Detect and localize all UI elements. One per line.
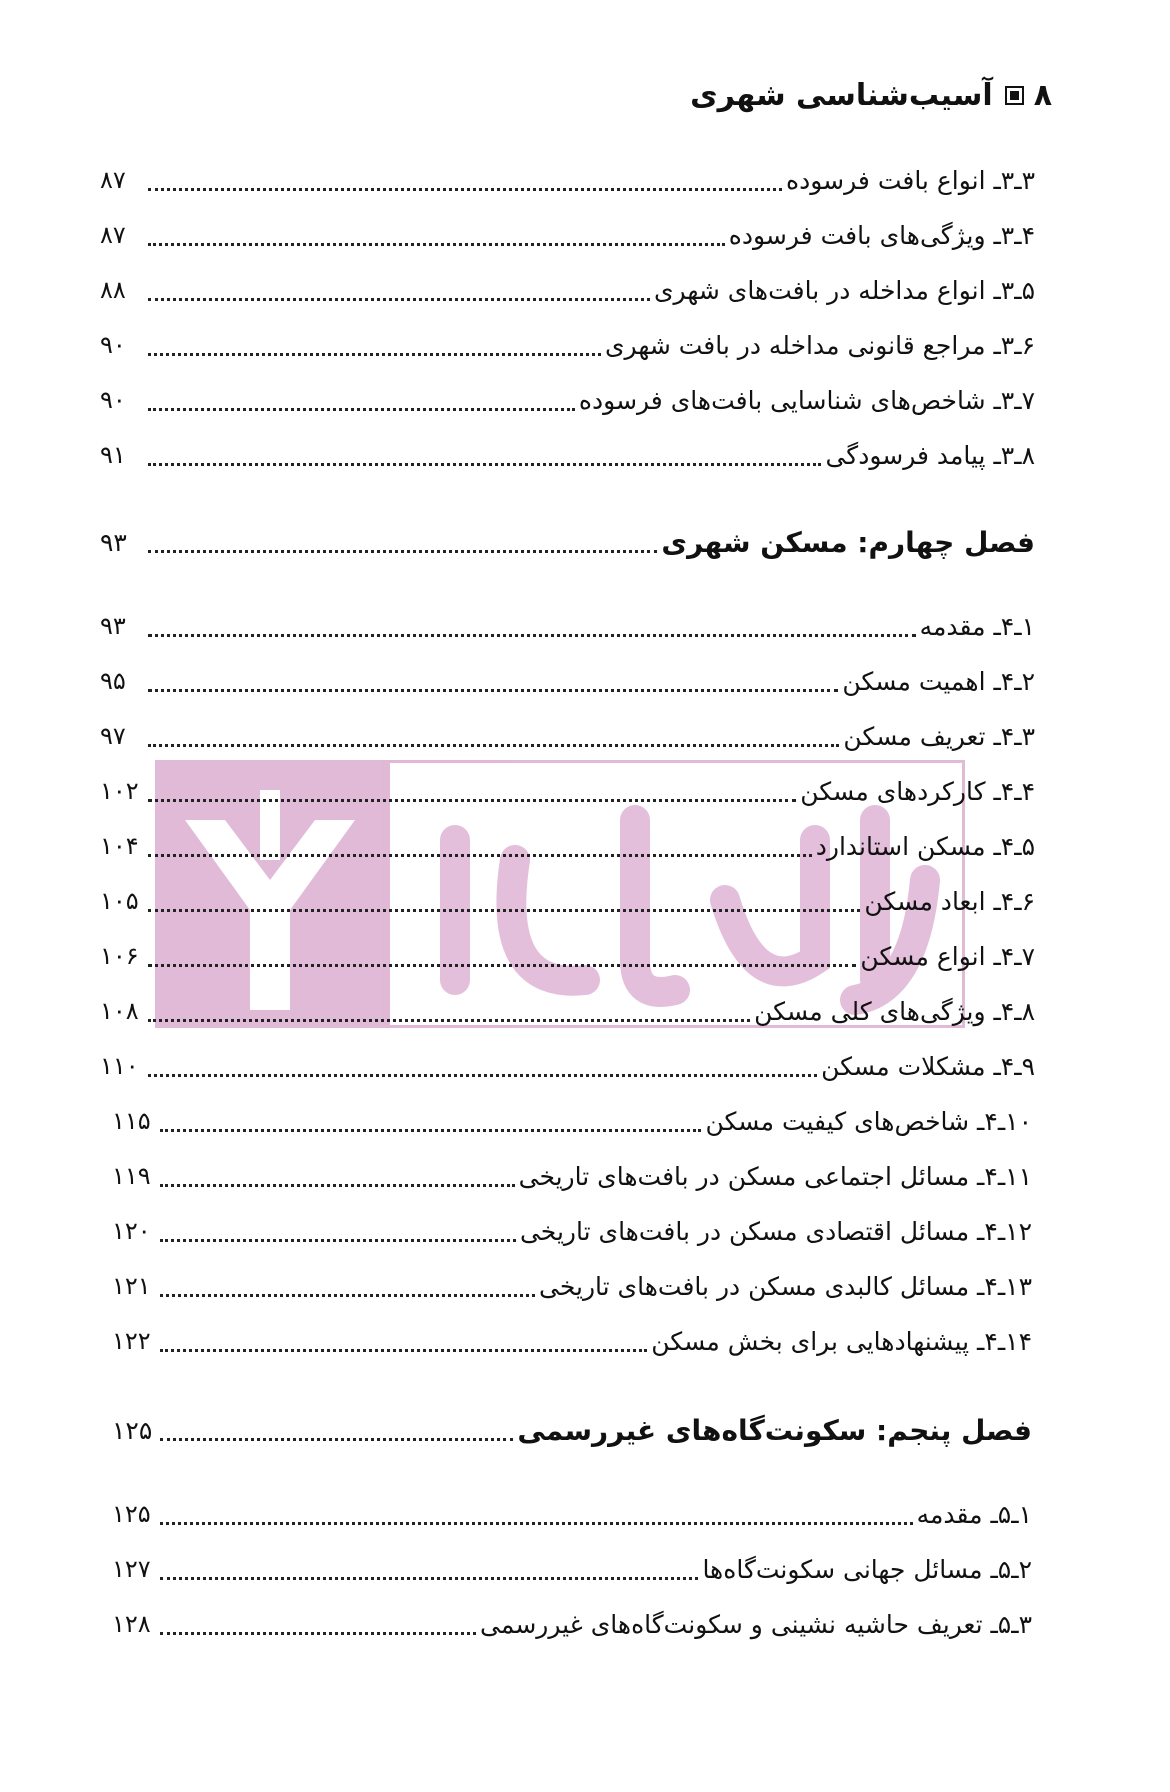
toc-entry-page: ۹۷ [100,722,126,750]
dot-leader [148,799,796,802]
chapter-page: ۱۲۵ [112,1415,153,1445]
toc-chapter-heading[interactable] [112,1410,1032,1450]
book-title: آسیب‌شناسی شهری [690,78,993,113]
toc-entry-page: ۹۱ [100,441,126,469]
toc-entry[interactable] [100,606,1035,646]
toc-entry-page: ۱۲۱ [112,1272,151,1300]
toc-entry-title: ۱۲ـ۴ـ مسائل اقتصادی مسکن در بافت‌های تاریخی [519,1216,1032,1246]
toc-entry[interactable] [112,1549,1032,1589]
toc-entry-title: ۶ـ۳ـ مراجع قانونی مداخله در بافت شهری [604,330,1035,360]
toc-entry-page: ۸۸ [100,276,126,304]
toc-entry-title: ۳ـ۳ـ انواع بافت فرسوده [786,165,1035,195]
toc-entry-title: ۷ـ۴ـ انواع مسکن [860,941,1035,971]
square-bullet-icon [1005,86,1024,105]
toc-chapter-heading[interactable] [100,522,1035,562]
toc-entry-title: ۱۳ـ۴ـ مسائل کالبدی مسکن در بافت‌های تاریخی [539,1271,1032,1301]
dot-leader [148,634,916,637]
dot-leader [148,298,650,301]
dot-leader [148,463,821,466]
toc-entry[interactable] [100,936,1035,976]
toc-entry[interactable] [100,991,1035,1031]
dot-leader [160,1239,516,1242]
dot-leader [148,353,601,356]
toc-entry-page: ۱۲۲ [112,1327,151,1355]
toc-entry-title: ۱۱ـ۴ـ مسائل اجتماعی مسکن در بافت‌های تاریخی [518,1161,1032,1191]
dot-leader [160,1522,913,1525]
toc-entry-title: ۲ـ۵ـ مسائل جهانی سکونت‌گاه‌ها [702,1554,1032,1584]
toc-entry[interactable] [112,1266,1032,1306]
toc-entry-page: ۱۲۵ [112,1500,151,1528]
toc-entry[interactable] [112,1604,1032,1644]
toc-entry-title: ۱۴ـ۴ـ پیشنهادهایی برای بخش مسکن [651,1326,1032,1356]
toc-entry-title: ۶ـ۴ـ ابعاد مسکن [864,886,1035,916]
dot-leader [148,744,839,747]
toc-entry-title: ۹ـ۴ـ مشکلات مسکن [821,1051,1035,1081]
toc-entry-title: ۱ـ۴ـ مقدمه [919,611,1035,641]
toc-entry-page: ۸۷ [100,221,126,249]
dot-leader [160,1294,535,1297]
toc-entry[interactable] [112,1156,1032,1196]
dot-leader [148,1074,817,1077]
toc-entry[interactable] [100,435,1035,475]
toc-entry-title: ۵ـ۴ـ مسکن استاندارد [815,831,1035,861]
toc-entry[interactable] [112,1101,1032,1141]
dot-leader [160,1349,647,1352]
toc-entry-page: ۱۰۸ [100,997,139,1025]
toc-entry-page: ۱۲۸ [112,1610,151,1638]
dot-leader [160,1632,476,1635]
toc-entry[interactable] [100,661,1035,701]
toc-entry[interactable] [100,270,1035,310]
dot-leader [160,1577,698,1580]
toc-entry-title: ۱ـ۵ـ مقدمه [916,1499,1032,1529]
dot-leader [160,1129,701,1132]
toc-entry-page: ۱۰۵ [100,887,139,915]
toc-entry[interactable] [112,1321,1032,1361]
toc-entry[interactable] [100,1046,1035,1086]
toc-entry-title: ۸ـ۴ـ ویژگی‌های کلی مسکن [754,996,1035,1026]
toc-entry[interactable] [112,1211,1032,1251]
dot-leader [148,854,812,857]
toc-entry-page: ۱۰۶ [100,942,139,970]
dot-leader [160,1184,515,1187]
toc-entry-title: ۲ـ۴ـ اهمیت مسکن [842,666,1035,696]
toc-entry-page: ۱۱۵ [112,1107,151,1135]
toc-entry-page: ۹۵ [100,667,126,695]
chapter-page: ۹۳ [100,527,127,557]
chapter-title: فصل چهارم: مسکن شهری [661,525,1035,559]
toc-entry-title: ۱۰ـ۴ـ شاخص‌های کیفیت مسکن [705,1106,1032,1136]
toc-entry-page: ۹۰ [100,386,126,414]
running-header [690,78,1052,113]
dot-leader [148,243,725,246]
toc-entry-title: ۴ـ۳ـ ویژگی‌های بافت فرسوده [728,220,1035,250]
toc-entry[interactable] [100,215,1035,255]
toc-entry-title: ۴ـ۴ـ کارکردهای مسکن [800,776,1035,806]
dot-leader [148,1019,750,1022]
toc-entry-page: ۱۱۰ [100,1052,139,1080]
toc-entry-page: ۱۰۴ [100,832,139,860]
dot-leader [160,1438,513,1441]
toc-entry[interactable] [112,1494,1032,1534]
toc-entry-page: ۱۰۲ [100,777,139,805]
toc-entry[interactable] [100,881,1035,921]
toc-entry[interactable] [100,826,1035,866]
toc-entry[interactable] [100,771,1035,811]
dot-leader [148,964,856,967]
toc-entry-page: ۹۳ [100,612,126,640]
dot-leader [148,909,860,912]
toc-entry-title: ۵ـ۳ـ انواع مداخله در بافت‌های شهری [653,275,1035,305]
chapter-title: فصل پنجم: سکونت‌گاه‌های غیررسمی [517,1413,1032,1447]
toc-entry-title: ۳ـ۵ـ تعریف حاشیه نشینی و سکونت‌گاه‌های غیررسمی [480,1609,1032,1639]
toc-entry[interactable] [100,380,1035,420]
toc-entry[interactable] [100,716,1035,756]
dot-leader [148,188,782,191]
toc-entry-page: ۸۷ [100,166,126,194]
toc-entry[interactable] [100,160,1035,200]
toc-entry[interactable] [100,325,1035,365]
dot-leader [148,550,657,553]
toc-entry-title: ۷ـ۳ـ شاخص‌های شناسایی بافت‌های فرسوده [578,385,1035,415]
dot-leader [148,689,838,692]
toc-entry-title: ۸ـ۳ـ پیامد فرسودگی [825,440,1035,470]
dot-leader [148,408,575,411]
toc-entry-page: ۱۲۷ [112,1555,151,1583]
toc-entry-page: ۱۲۰ [112,1217,151,1245]
toc-entry-title: ۳ـ۴ـ تعریف مسکن [843,721,1035,751]
toc-entry-page: ۹۰ [100,331,126,359]
page-number: ۸ [1033,78,1052,113]
toc-entry-page: ۱۱۹ [112,1162,151,1190]
